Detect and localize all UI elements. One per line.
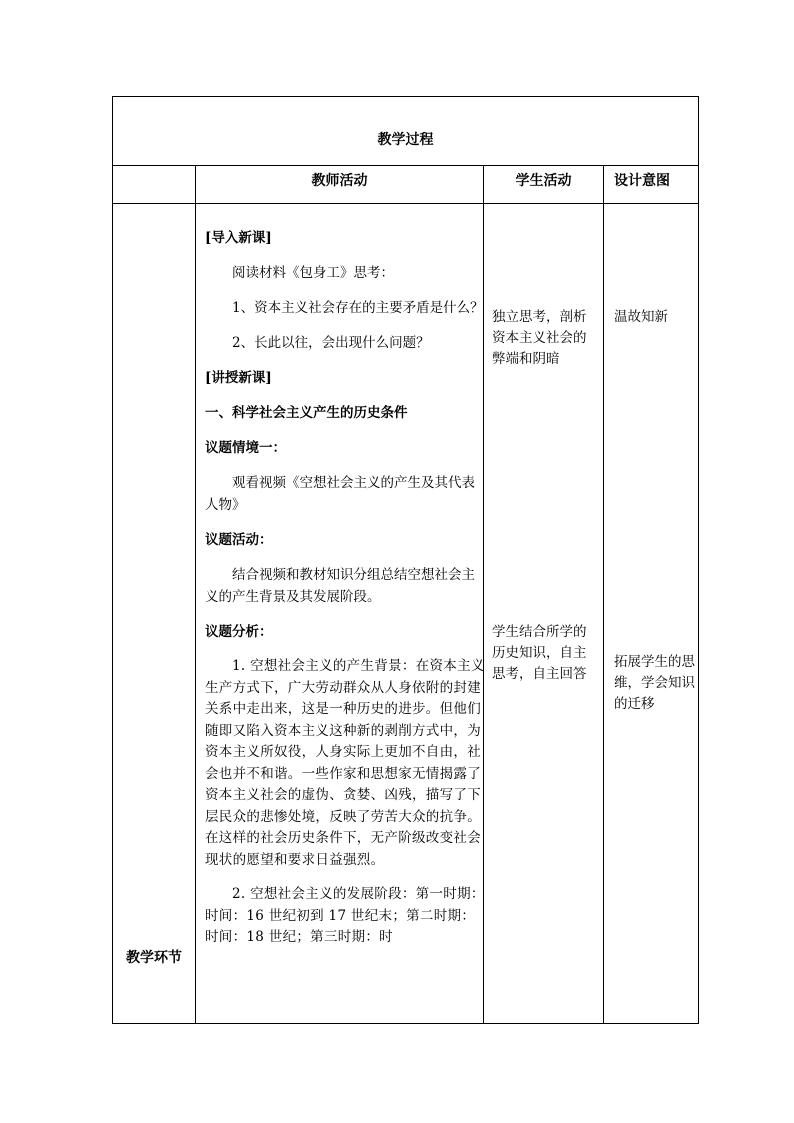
scene-heading: 议题情境一： (205, 440, 286, 456)
student-activity-2: 学生结合所学的历史知识，自主思考，自主回答 (492, 624, 587, 682)
header-divider (113, 203, 698, 204)
activity-heading: 议题活动： (205, 532, 273, 548)
lesson-table (112, 96, 699, 1024)
analysis-heading: 议题分析： (205, 624, 273, 640)
intro-read: 阅读材料《包身工》思考： (232, 265, 394, 281)
col-divider-3 (603, 165, 604, 1023)
intro-question-1: 1、资本主义社会存在的主要矛盾是什么？ (232, 300, 484, 316)
table-title: 教学过程 (377, 132, 434, 148)
analysis-paragraph-2: 2. 空想社会主义的发展阶段：第一时期：时间：16 世纪初到 17 世纪末；第二时期：时间：18 世纪；第三时期：时 (205, 886, 485, 945)
scene-text: 观看视频《空想社会主义的产生及其代表人物》 (205, 475, 475, 513)
row-label: 教学环节 (126, 950, 182, 966)
design-intent-2: 拓展学生的思维，学会知识的迁移 (614, 654, 695, 712)
intro-question-2: 2、长此以往，会出现什么问题？ (232, 335, 430, 351)
col-divider-1 (195, 165, 196, 1023)
intro-heading: [导入新课] (205, 230, 272, 246)
new-lesson-heading: [讲授新课] (205, 370, 272, 386)
design-intent-1: 温故知新 (614, 309, 668, 325)
analysis-paragraph-1: 1. 空想社会主义的产生背景：在资本主义生产方式下，广大劳动群众从人身依附的封建关系中走出来，这是一种历史的进步。但他们随即又陷入资本主义这种新的剥削方式中，为资本主义所奴役，人身实际上更加不自由，社会也并不和谐。一些作家和思想家无情揭露了资本主义社会的虚伪、贪婪、凶残，描写了下层民众的悲惨处境，反映了劳苦大众的抗争。在这样的社会历史条件下，无产阶级改变社会现状的愿望和要求日益强烈。 (205, 658, 485, 868)
activity-text: 结合视频和教材知识分组总结空想社会主义的产生背景及其发展阶段。 (205, 567, 475, 605)
teacher-activity-cell (205, 227, 485, 962)
section-heading: 一、科学社会主义产生的历史条件 (205, 405, 408, 421)
student-activity-1: 独立思考，剖析资本主义社会的弊端和阴暗 (492, 309, 587, 367)
header-design: 设计意图 (614, 173, 670, 189)
header-student: 学生活动 (515, 173, 572, 189)
header-teacher: 教师活动 (311, 173, 368, 189)
